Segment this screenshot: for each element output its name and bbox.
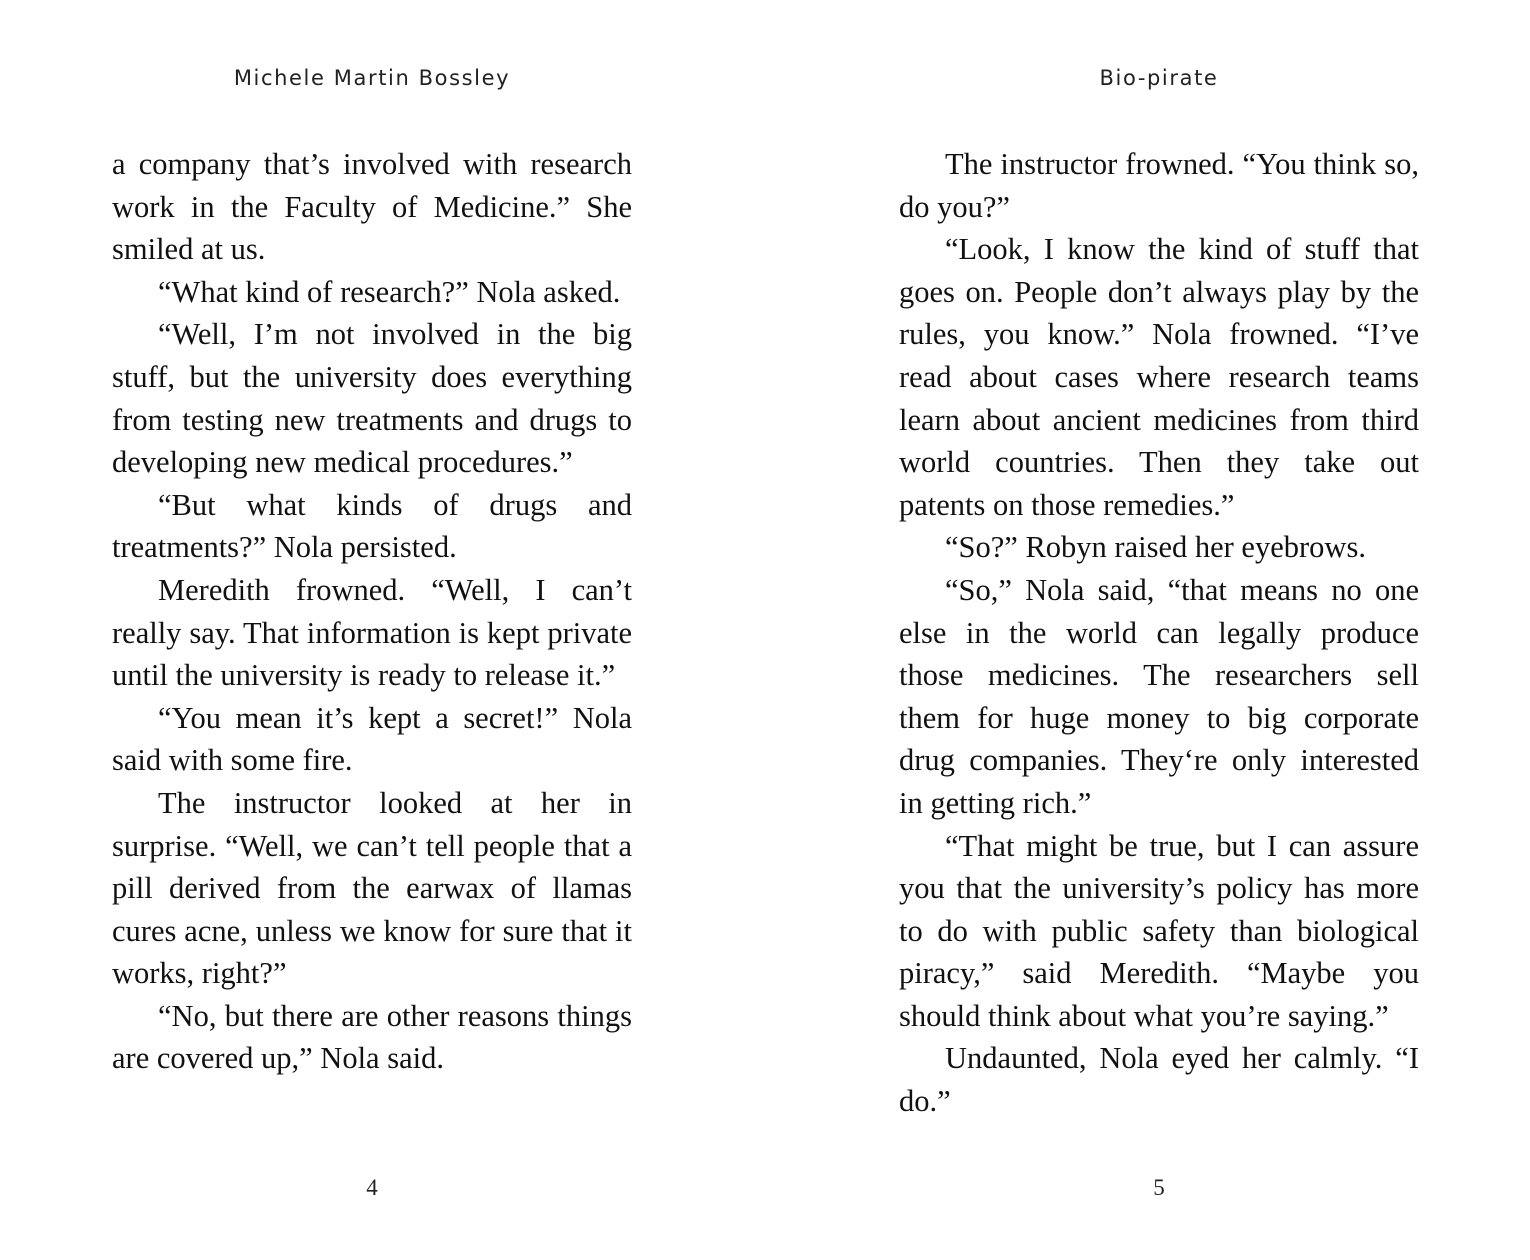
paragraph: “So?” Robyn raised her eyebrows. (945, 530, 1366, 565)
running-head-title: Bio-pirate (1099, 66, 1219, 90)
paragraph: The instructor frowned. “You think so, do you?” (899, 147, 1419, 224)
paragraph: “So,” Nola said, “that means no one else in the world can legally produce those medicines. The researchers sell them for huge money to big corporate drug companies. They‘re only interested in getting rich.” (899, 572, 1419, 820)
right-page-body (899, 143, 1419, 1123)
paragraph: Undaunted, Nola eyed her calmly. “I do.” (899, 1041, 1419, 1119)
paragraph: “You mean it’s kept a secret!” Nola said with some fire. (112, 700, 632, 778)
left-page-body (112, 143, 632, 1080)
page-number: 4 (366, 1175, 378, 1200)
paragraph: “What kind of research?” Nola asked. (158, 274, 621, 309)
running-head-author: Michele Martin Bossley (233, 66, 511, 90)
paragraph: “That might be true, but I can assure you that the university’s policy has more to do with public safety than biological piracy,” said Meredith. “Maybe you should think about what you’re saying.” (899, 828, 1419, 1033)
paragraph: Meredith frowned. “Well, I can’t really say. That information is kept private until the university is ready to release it.” (112, 572, 632, 693)
paragraph: “But what kinds of drugs and treatments?” Nola persisted. (112, 487, 632, 565)
paragraph: a company that’s involved with research work in the Faculty of Medicine.” She smiled at us. (112, 147, 632, 267)
right-page (899, 0, 1419, 1260)
page-number: 5 (1153, 1175, 1165, 1200)
paragraph: “No, but there are other reasons things are covered up,” Nola said. (112, 998, 632, 1076)
paragraph: “Look, I know the kind of stuff that goes on. People don’t always play by the rules, you know.” Nola frowned. “I’ve read about cases where research teams learn about ancient medicines from third world countries. Then they take out patents on those remedies.” (899, 232, 1419, 522)
left-page (112, 0, 632, 1260)
paragraph: The instructor looked at her in surprise. “Well, we can’t tell people that a pill derived from the earwax of llamas cures acne, unless we know for sure that it works, right?” (112, 785, 632, 991)
paragraph: “Well, I’m not involved in the big stuff, but the university does everything from testing new treatments and drugs to developing new medical procedures.” (112, 317, 632, 480)
